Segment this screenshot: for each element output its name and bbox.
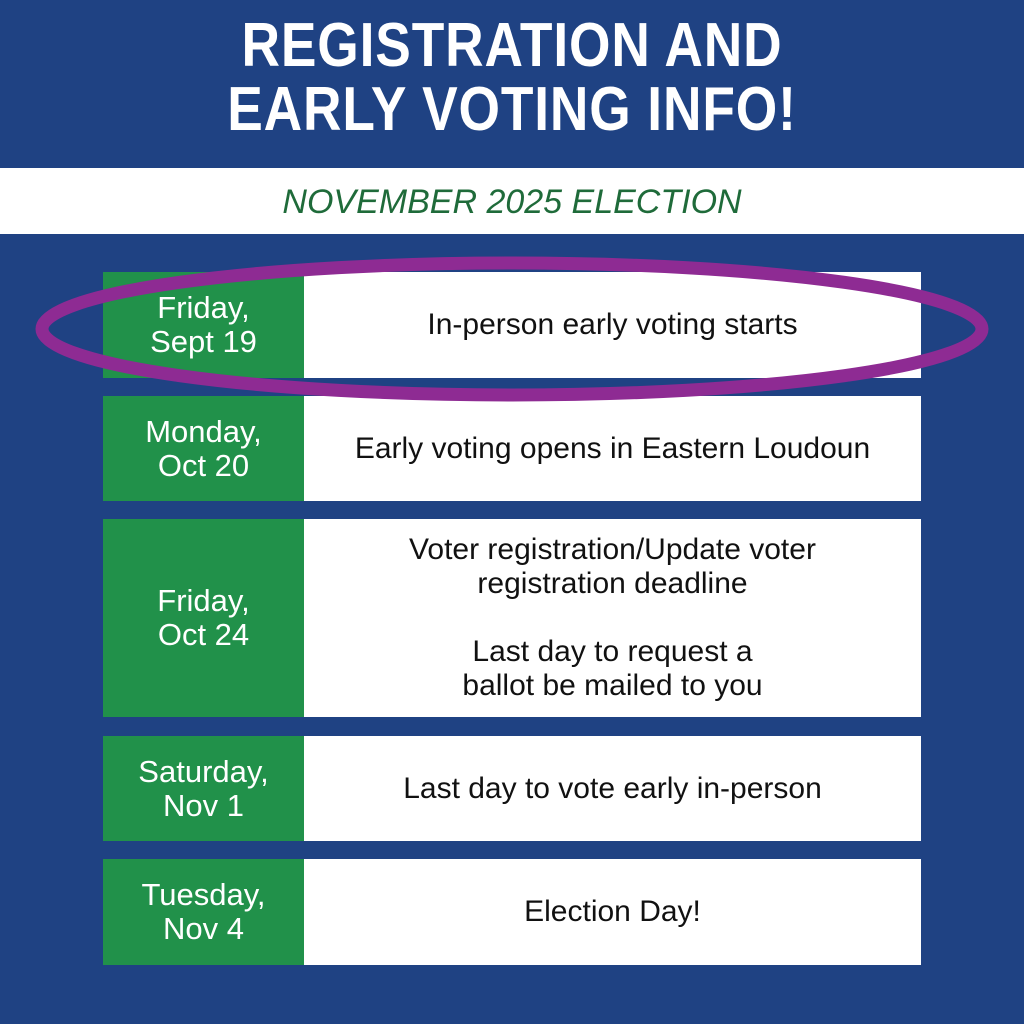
event-date-cell [103,859,304,965]
event-date-cell [103,736,304,841]
event-description [304,859,921,965]
event-description-line: Voter registration/Update voter [409,533,816,566]
event-description-line: Last day to vote early in-person [403,771,822,805]
event-date-cell [103,396,304,501]
event-day: Friday, [157,290,250,325]
event-date-cell [103,519,304,717]
event-description-line: Election Day! [524,895,701,928]
event-day: Monday, [145,413,262,449]
event-row-oct-24 [103,519,921,717]
title-line-1: REGISTRATION AND [241,11,783,80]
event-day: Friday, [157,583,250,618]
event-row-nov-4 [103,859,921,965]
event-description [304,736,921,841]
subtitle: NOVEMBER 2025 ELECTION [282,183,742,221]
event-date-cell [103,272,304,378]
event-date: Nov 1 [163,787,244,823]
event-day: Saturday, [138,753,269,789]
event-date: Sept 19 [150,324,257,359]
event-row-oct-20 [103,396,921,501]
event-date: Oct 24 [157,617,250,652]
event-description-line: Early voting opens in Eastern Loudoun [354,431,871,465]
event-description [304,519,921,717]
event-description [304,272,921,378]
event-row-nov-1 [103,736,921,841]
event-date: Oct 20 [157,447,250,483]
title-line-2: EARLY VOTING INFO! [227,75,797,144]
event-description-line: registration deadline [477,567,748,600]
event-date: Nov 4 [163,911,244,946]
page-title [72,11,953,144]
event-description-line: Last day to request a [472,635,753,668]
event-description-line: ballot be mailed to you [462,669,763,702]
event-day: Tuesday, [141,877,266,912]
event-description [304,396,921,501]
event-row-sept-19 [103,272,921,378]
event-description-line: In-person early voting starts [427,308,798,341]
